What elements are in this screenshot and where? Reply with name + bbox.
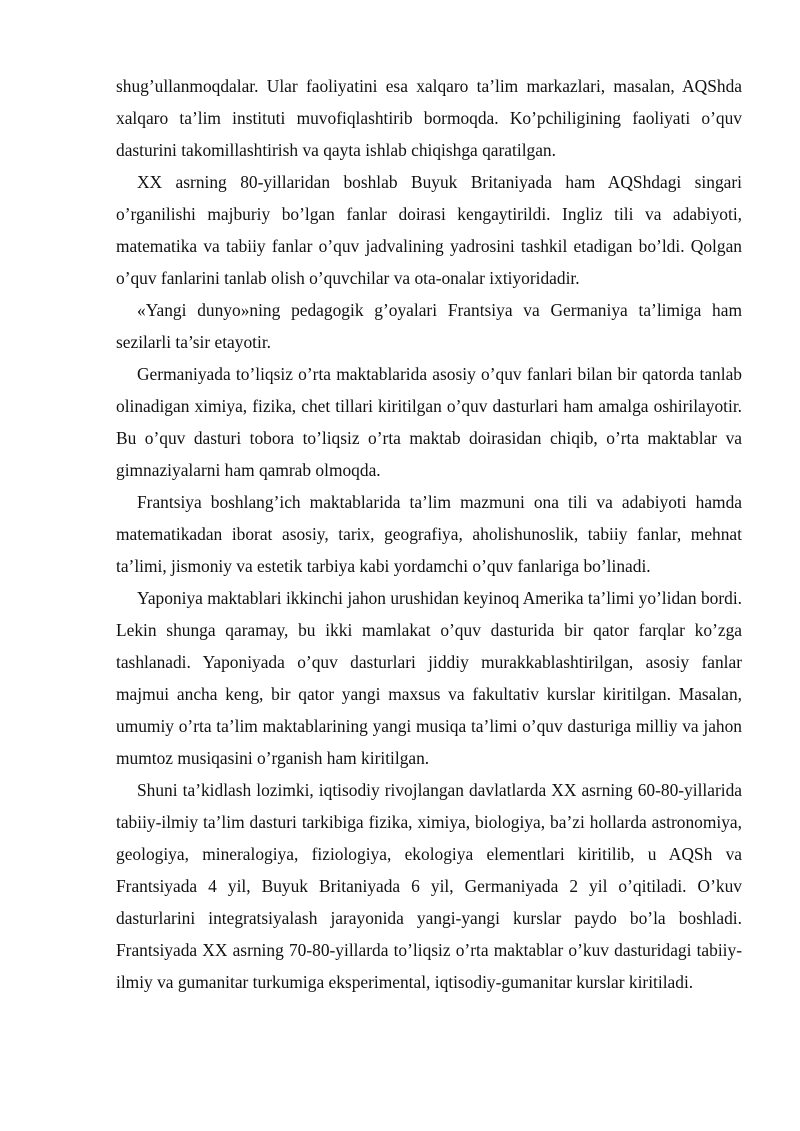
paragraph-continuation: shug’ullanmoqdalar. Ular faoliyatini esa xalqaro ta’lim markazlari, masalan, AQShda xalqaro ta’lim instituti muvofiqlashtirib bormoqda. Ko’pchiligining faoliyati o’quv dasturini takomillashtirish va qayta ishlab chiqishga qaratilgan.: [116, 76, 742, 160]
paragraph-britain: XX asrning 80-yillaridan boshlab Buyuk Britaniyada ham AQShdagi singari o’rganilishi majburiy bo’lgan fanlar doirasi kengaytirildi. Ingliz tili va adabiyoti, matematika va tabiiy fanlar o’quv jadvalining yadrosini tashkil etadigan bo’ldi. Qolgan o’quv fanlarini tanlab olish o’quvchilar va ota-onalar ixtiyoridadir.: [116, 172, 742, 288]
paragraph-science-curriculum: Shuni ta’kidlash lozimki, iqtisodiy rivojlangan davlatlarda XX asrning 60-80-yillarida tabiiy-ilmiy ta’lim dasturi tarkibiga fizika, ximiya, biologiya, ba’zi hollarda astronomiya, geologiya, mineralogiya, fiziologiya, ekologiya elementlari kiritilib, u AQSh va Frantsiyada 4 yil, Buyuk Britaniyada 6 yil, Germaniyada 2 yil o’qitiladi. O’kuv dasturlarini integratsiyalash jarayonida yangi-yangi kurslar paydo bo’la boshladi. Frantsiyada XX asrning 70-80-yillarda to’liqsiz o’rta maktablar o’kuv dasturidagi tabiiy-ilmiy va gumanitar turkumiga eksperimental, iqtisodiy-gumanitar kurslar kiritiladi.: [116, 780, 742, 992]
paragraph-france: Frantsiya boshlang’ich maktablarida ta’lim mazmuni ona tili va adabiyoti hamda matematikadan iborat asosiy, tarix, geografiya, aholishunoslik, tabiiy fanlar, mehnat ta’limi, jismoniy va estetik tarbiya kabi yordamchi o’quv fanlariga bo’linadi.: [116, 492, 742, 576]
paragraph-germany: Germaniyada to’liqsiz o’rta maktablarida asosiy o’quv fanlari bilan bir qatorda tanlab olinadigan ximiya, fizika, chet tillari kiritilgan o’quv dasturlari ham amalga oshirilayotir. Bu o’quv dasturi tobora to’liqsiz o’rta maktab doirasidan chiqib, o’rta maktablar va gimnaziyalarni ham qamrab olmoqda.: [116, 364, 742, 480]
paragraph-japan: Yaponiya maktablari ikkinchi jahon urushidan keyinoq Amerika ta’limi yo’lidan bordi. Lekin shunga qaramay, bu ikki mamlakat o’quv dasturida bir qator farqlar ko’zga tashlanadi. Yaponiyada o’quv dasturlari jiddiy murakkablashtirilgan, asosiy fanlar majmui ancha keng, bir qator yangi maxsus va fakultativ kurslar kiritilgan. Masalan, umumiy o’rta ta’lim maktablarining yangi musiqa ta’limi o’quv dasturiga milliy va jahon mumtoz musiqasini o’rganish ham kiritilgan.: [116, 588, 742, 768]
document-page: [116, 70, 742, 998]
paragraph-new-world: «Yangi dunyo»ning pedagogik g’oyalari Frantsiya va Germaniya ta’limiga ham sezilarli ta’sir etayotir.: [116, 300, 742, 352]
